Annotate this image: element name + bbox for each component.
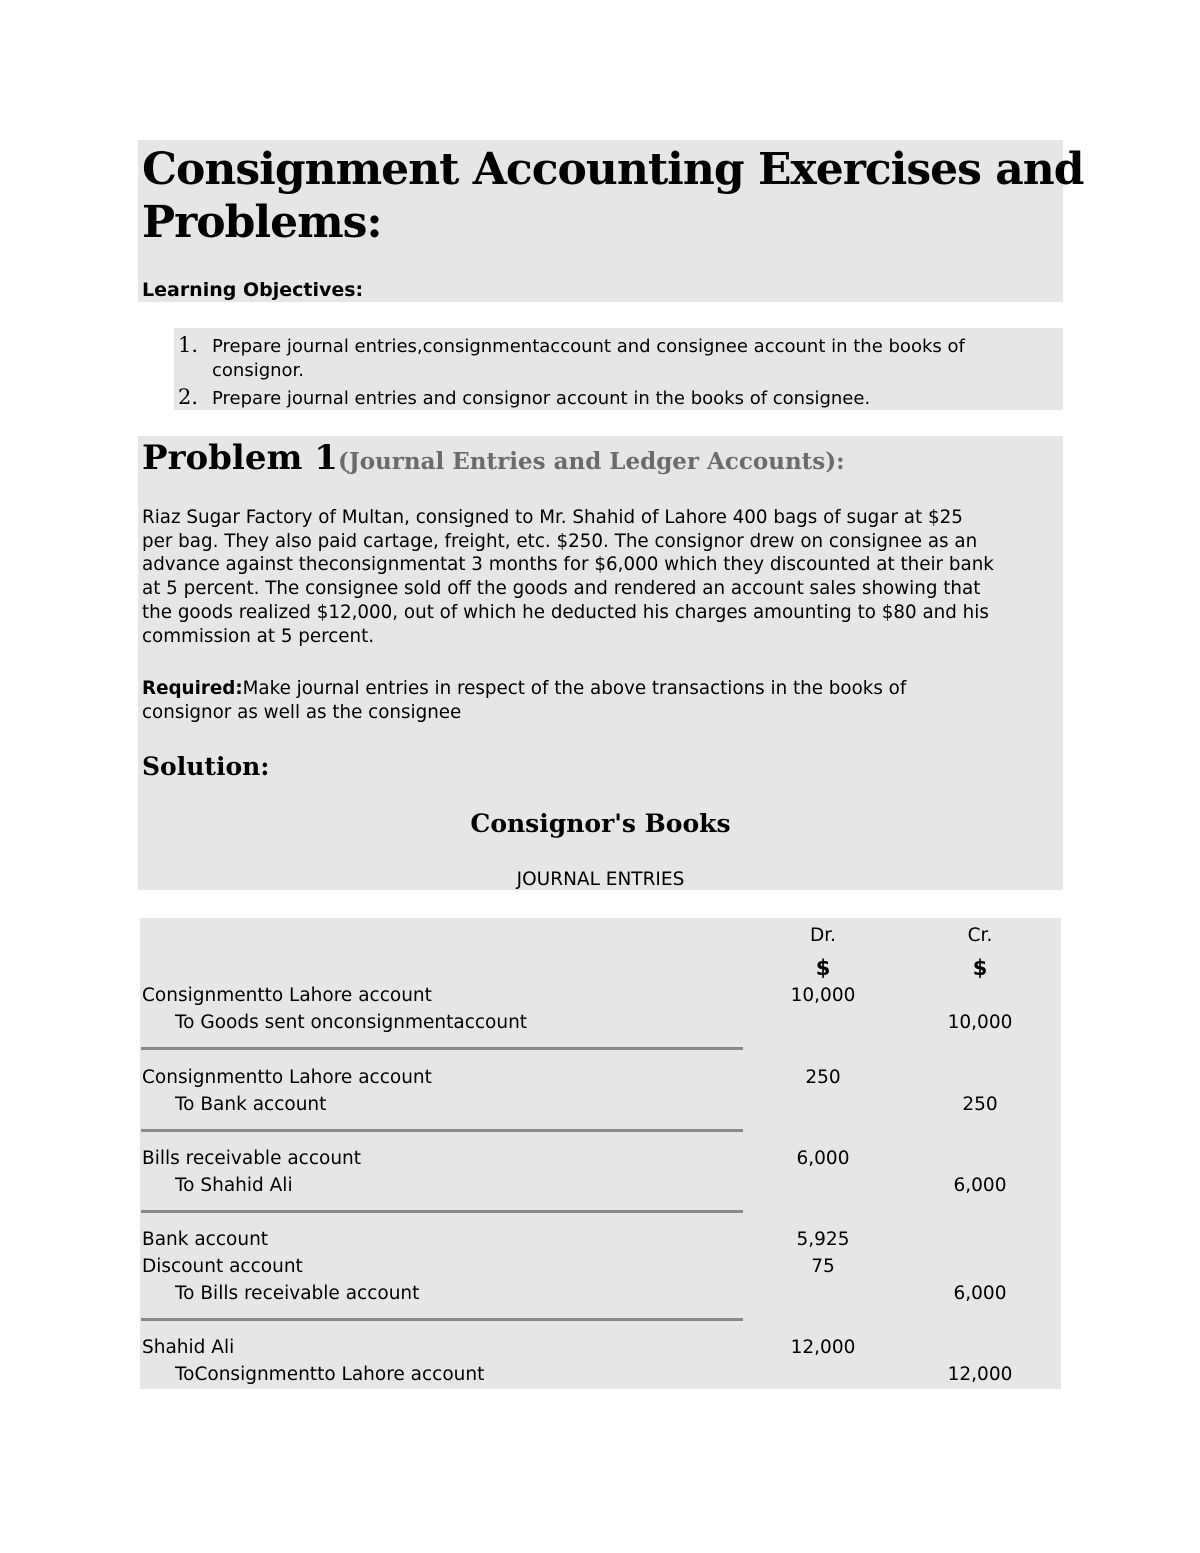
credit-amount: 10,000 xyxy=(947,1012,1013,1033)
objectives-label: Learning Objectives: xyxy=(142,279,364,301)
objective-text-continued: consignor. xyxy=(212,360,305,381)
problem-body-line: the goods realized $12,000, out of which he deducted his charges amounting to $80 and his xyxy=(142,601,989,623)
problem-subtitle: (Journal Entries and Ledger Accounts): xyxy=(337,448,845,475)
debit-account: Shahid Ali xyxy=(142,1337,235,1358)
credit-account: To Goods sent onconsignmentaccount xyxy=(175,1012,528,1033)
books-title: Consignor's Books xyxy=(470,809,731,838)
entry-divider xyxy=(141,1047,743,1050)
objective-text: Prepare journal entries and consignor account in the books of consignee. xyxy=(212,388,871,409)
credit-account: ToConsignmentto Lahore account xyxy=(175,1364,485,1385)
debit-account: Bills receivable account xyxy=(142,1148,362,1169)
debit-amount: 250 xyxy=(805,1067,841,1088)
credit-amount: 12,000 xyxy=(947,1364,1013,1385)
cr-currency: $ xyxy=(972,956,988,980)
debit-amount: 75 xyxy=(811,1256,835,1277)
dr-currency: $ xyxy=(815,956,831,980)
problem-title: Problem 1 xyxy=(142,438,338,478)
credit-amount: 6,000 xyxy=(953,1283,1007,1304)
problem-body-line: commission at 5 percent. xyxy=(142,625,375,647)
debit-amount: 6,000 xyxy=(796,1148,850,1169)
credit-amount: 250 xyxy=(962,1094,998,1115)
problem-heading xyxy=(142,438,845,478)
entry-divider xyxy=(141,1129,743,1132)
page-title-line-2: Problems: xyxy=(142,197,382,248)
credit-account: To Bills receivable account xyxy=(175,1283,420,1304)
objective-text: Prepare journal entries,consignmentaccount and consignee account in the books of xyxy=(212,336,965,357)
problem-body-line: advance against theconsignmentat 3 months for $6,000 which they discounted at their bank xyxy=(142,554,994,576)
problem-body-line: Riaz Sugar Factory of Multan, consigned to Mr. Shahid of Lahore 400 bags of sugar at $25 xyxy=(142,507,963,528)
debit-amount: 5,925 xyxy=(796,1229,850,1250)
debit-amount: 12,000 xyxy=(790,1337,856,1358)
required-line: consignor as well as the consignee xyxy=(142,701,462,723)
credit-account: To Bank account xyxy=(175,1094,327,1115)
debit-account: Bank account xyxy=(142,1229,269,1250)
credit-account: To Shahid Ali xyxy=(175,1175,293,1196)
required-line: Make journal entries in respect of the above transactions in the books of xyxy=(242,678,907,699)
objective-number: 1. xyxy=(178,333,199,357)
journal-title: JOURNAL ENTRIES xyxy=(516,869,685,890)
required-label: Required: xyxy=(142,678,243,699)
cr-header: Cr. xyxy=(967,925,993,946)
credit-amount: 6,000 xyxy=(953,1175,1007,1196)
problem-body-line: per bag. They also paid cartage, freight, etc. $250. The consignor drew on consignee as an xyxy=(142,530,978,552)
debit-account: Discount account xyxy=(142,1256,303,1277)
debit-account: Consignmentto Lahore account xyxy=(142,985,432,1006)
debit-account: Consignmentto Lahore account xyxy=(142,1067,432,1088)
problem-body xyxy=(142,506,1062,648)
debit-amount: 10,000 xyxy=(790,985,856,1006)
page-title-line-1: Consignment Accounting Exercises and xyxy=(142,144,1084,195)
entry-divider xyxy=(141,1318,743,1321)
objective-number: 2. xyxy=(178,385,199,409)
problem-body-line: at 5 percent. The consignee sold off the goods and rendered an account sales showing that xyxy=(142,578,981,600)
solution-label: Solution: xyxy=(142,752,270,781)
required-text xyxy=(142,677,1062,724)
entry-divider xyxy=(141,1210,743,1213)
dr-header: Dr. xyxy=(809,925,837,946)
